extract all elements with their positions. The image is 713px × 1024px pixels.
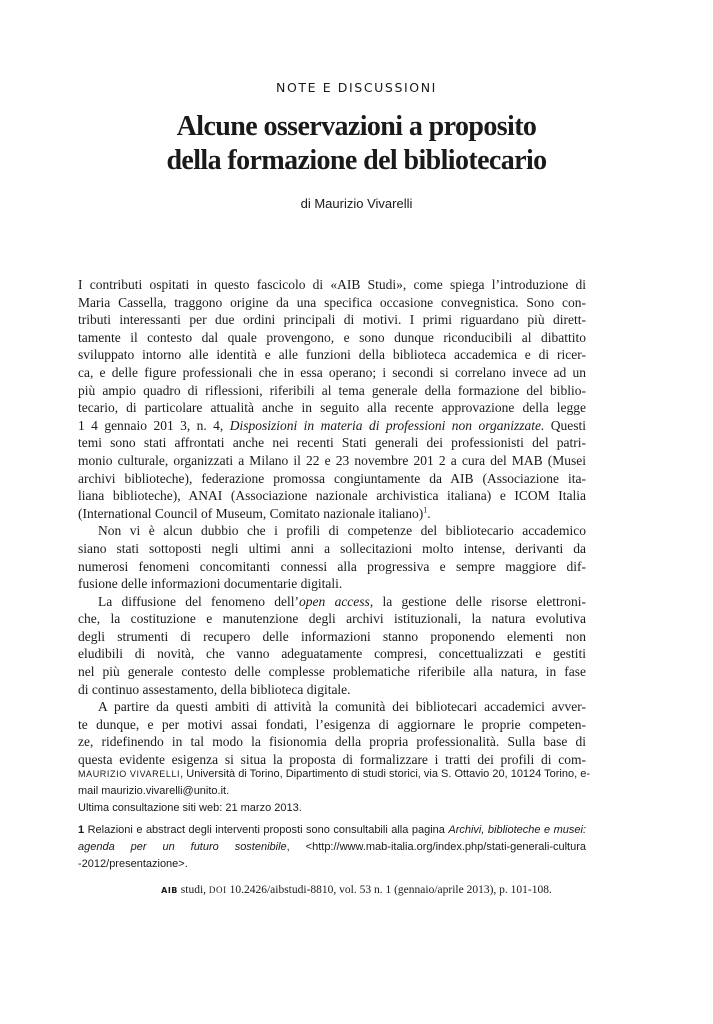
journal-name: studi, xyxy=(177,884,209,896)
body-text: , la gestione delle risorse elettroni- xyxy=(369,593,586,609)
article-body xyxy=(78,276,586,769)
footnote xyxy=(78,822,586,873)
body-text: La diffusione del fenomeno dell’ xyxy=(98,593,300,609)
title-line: della formazione del bibliotecario xyxy=(166,145,547,176)
article-title xyxy=(0,110,713,178)
body-line: questa evidente esigenza si situa la proposta di formalizzare i tratti dei profili di com- xyxy=(78,752,586,768)
footnote-title: Archivi, biblioteche e musei: xyxy=(448,824,586,836)
body-line: degli strumenti di recupero delle informazioni stanno proponendo elementi non xyxy=(78,628,586,644)
author-note-line xyxy=(78,766,590,783)
body-line: Maria Cassella, traggono origine da una specifica occasione convegnistica. Sono con- xyxy=(78,294,586,310)
footnote-text: Relazioni e abstract degli interventi proposti sono consultabili alla pagina xyxy=(84,824,449,836)
footnote-title: agenda per un futuro sostenibile xyxy=(78,841,287,853)
body-text: Questi xyxy=(544,417,586,433)
footnote-url-end[interactable]: -2012/presentazione>. xyxy=(78,858,188,870)
title-line: Alcune osservazioni a proposito xyxy=(176,111,537,142)
author-email[interactable]: mail maurizio.vivarelli@unito.it. xyxy=(78,785,230,797)
doi-label: DOI xyxy=(208,885,227,895)
footnote-line xyxy=(78,839,586,856)
body-line: tecario, di particolare attualità anche in seguito alla recente approvazione della legge xyxy=(78,400,586,416)
section-label: NOTE E DISCUSSIONI xyxy=(276,80,437,95)
footnote-line xyxy=(78,822,586,839)
body-line: che, la costituzione e manutenzione degli archivi istituzionali, la natura evolutiva xyxy=(78,611,586,627)
body-line: te dunque, e per motivi assai fondati, l’esigenza di aggiornare le proprie competen- xyxy=(78,716,586,732)
author-byline: di Maurizio Vivarelli xyxy=(300,196,413,211)
body-line: ca, e delle figure professionali che in essa operano; i secondi si correlano invece ad un xyxy=(78,364,586,380)
body-line: numerosi fenomeni concomitanti connessi alla progressiva e sempre maggiore dif- xyxy=(78,558,586,574)
law-reference: 1 4 gennaio 201 3, n. 4, xyxy=(78,417,230,433)
body-line: siano stati sottoposti negli ultimi anni a sollecitazioni molto intense, derivanti da xyxy=(78,540,586,556)
author-note xyxy=(78,766,590,817)
body-line: archivi biblioteche), federazione promossa congiuntamente da AIB (Associazione ita- xyxy=(78,470,586,486)
body-line: temi sono stati affrontati anche nei recenti Stati generali dei professionisti del patri- xyxy=(78,435,586,451)
body-line: Non vi è alcun dubbio che i profili di competenze del bibliotecario accademico xyxy=(98,523,586,539)
body-line: tributi interessanti per due ordini principali di motivi. I primi riguardano più dirett- xyxy=(78,312,586,328)
body-line: più ampio quadro di riflessioni, riferibili al tema generale della formazione del biblio- xyxy=(78,382,586,398)
body-line: tamente il contesto dal quale provengono, e sono dunque riconducibili al dibattito xyxy=(78,329,586,345)
body-line xyxy=(78,593,586,611)
citation-details[interactable]: 10.2426/aibstudi-8810, vol. 53 n. 1 (gennaio/aprile 2013), p. 101-108. xyxy=(226,884,552,896)
footnote-ref[interactable]: 1 xyxy=(423,505,428,515)
body-line: eludibili di novità, che vanno adeguatamente compresi, concettualizzati e gestiti xyxy=(78,646,586,662)
law-title: Disposizioni in materia di professioni non organizzate. xyxy=(229,417,545,433)
footnote-url[interactable]: , <http://www.mab-italia.org/index.php/stati-generali-cultura xyxy=(286,841,586,853)
body-line: nel più generale contesto delle complesse problematiche riferibile alla natura, in fase xyxy=(78,664,586,680)
body-line: I contributi ospitati in questo fascicolo di «AIB Studi», come spiega l’introduzione di xyxy=(78,277,586,292)
body-line: ze, ridefinendo in tal modo la fisionomia della propria professionalità. Sulla base di xyxy=(78,734,586,750)
last-consultation: Ultima consultazione siti web: 21 marzo 2013. xyxy=(78,802,302,814)
body-text: (International Council of Museum, Comitato nazionale italiano) xyxy=(78,505,424,521)
body-line xyxy=(78,417,586,435)
body-line: fusione delle informazioni documentarie digitali. xyxy=(78,576,343,592)
body-line: sviluppato intorno alle identità e alle funzioni della biblioteca accademica e di ricer- xyxy=(78,347,586,363)
body-line: liana biblioteche), ANAI (Associazione nazionale archivistica italiana) e ICOM Italia xyxy=(78,488,586,504)
journal-citation xyxy=(0,884,713,896)
journal-logo-aib: AIB xyxy=(161,886,178,895)
author-affiliation: , Università di Torino, Dipartimento di studi storici, via S. Ottavio 20, 10124 Torino, e- xyxy=(180,768,590,780)
author-name: MAURIZIO VIVARELLI xyxy=(78,769,181,779)
body-line xyxy=(78,505,586,523)
body-line: A partire da questi ambiti di attività la comunità dei bibliotecari accademici avver- xyxy=(98,699,586,715)
emphasis: open access xyxy=(299,593,370,609)
body-line: monio culturale, organizzati a Milano il 22 e 23 novembre 201 2 a cura del MAB (Musei xyxy=(78,452,586,468)
body-line: di continuo assestamento, della biblioteca digitale. xyxy=(78,681,351,697)
body-text: . xyxy=(427,505,431,521)
footnote-number: 1 xyxy=(78,824,85,836)
